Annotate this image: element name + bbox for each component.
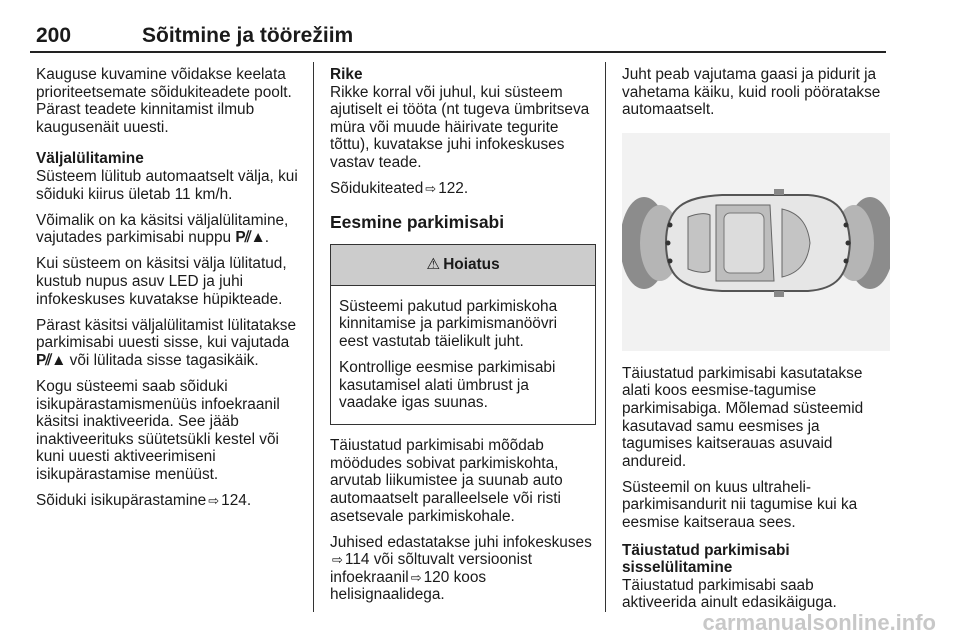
watermark: carmanualsonline.info — [702, 610, 936, 635]
page-header — [30, 10, 886, 54]
paragraph: Sõiduki isikupärastamine ⇨ 124. — [36, 491, 252, 509]
page-ref[interactable]: 124. — [221, 491, 252, 509]
page-ref-arrow-icon: ⇨ — [332, 552, 343, 568]
warning-title: Hoiatus — [443, 255, 500, 273]
paragraph: Pärast käsitsi väljalülitamist lülitatakse parkimisabi uuesti sisse, kui vajutada P⫽▲ või lülitada sisse tagasikäik. — [36, 316, 297, 369]
car-top-view-image — [622, 133, 890, 351]
section-title: Eesmine parkimisabi — [330, 211, 505, 232]
warning-header — [331, 245, 595, 286]
column-2 — [330, 66, 596, 613]
paragraph: Sõidukiteated ⇨ 122. — [330, 180, 469, 198]
parking-sensor-illustration — [622, 133, 890, 351]
paragraph: Juhised edastatakse juhi infokeskuses⇨ 114 või sõltuvalt versioonist infoekraanil ⇨ 120 koos helisignaalidega. — [330, 533, 592, 604]
column-divider — [605, 62, 606, 612]
page-ref[interactable]: 122. — [438, 180, 469, 198]
paragraph: Juht peab vajutama gaasi ja pidurit ja vahetama käiku, kuid rooli pööratakse automaatselt. — [622, 66, 881, 119]
page-number: 200 — [36, 24, 72, 47]
parking-assist-button-icon: P⫽▲ — [36, 351, 66, 369]
warning-body — [331, 286, 595, 425]
header-rule — [30, 51, 886, 53]
paragraph: Täiustatud parkimisabi mõõdab möödudes sobivat parkimiskohta, arvutab liikumistee ja suunab auto automaatselt paralleelsele või risti asetsevale parkimiskohale. — [330, 437, 563, 525]
paragraph: Kui süsteem on käsitsi välja lülitatud, kustub nupus asuv LED ja juhi infokeskuses kuvatakse hüpikteade. — [36, 255, 287, 308]
paragraph: Süsteemil on kuus ultraheli-parkimisandurit nii tagumise kui ka eesmise kaitseraua sees. — [622, 478, 858, 532]
paragraph: Võimalik on ka käsitsi väljalülitamine, vajutades parkimisabi nuppu P⫽▲. — [36, 211, 289, 247]
paragraph: Täiustatud parkimisabi saab aktiveerida ainult edasikäiguga. — [622, 576, 837, 612]
page-ref-arrow-icon: ⇨ — [425, 181, 437, 197]
column-divider — [313, 62, 314, 612]
paragraph: Täiustatud parkimisabi kasutatakse alati koos eesmise-tagumise parkimisabiga. Mõlemad süsteemid kasutavad samu eesmises ja tagumises kaitserauas asuvaid andureid. — [622, 364, 864, 470]
page-ref[interactable]: 120 koos helisignaalidega. — [330, 568, 487, 604]
chapter-title: Sõitmine ja töörežiim — [142, 24, 354, 47]
parking-assist-button-icon: P⫽▲ — [235, 229, 265, 247]
warning-box — [330, 244, 596, 426]
warning-text: Süsteemi pakutud parkimiskoha kinnitamise ja parkimismanöövri eest vastutab täielikult juht. — [339, 297, 558, 350]
heading-disable: Väljalülitamine — [36, 150, 144, 168]
warning-text: Kontrollige eesmise parkimisabi kasutamisel alati ümbrust ja vaadake igas suunas. — [339, 358, 556, 412]
heading-activate: Täiustatud parkimisabi sisselülitamine — [622, 541, 790, 577]
page-ref-arrow-icon: ⇨ — [208, 492, 220, 508]
column-1 — [36, 66, 304, 518]
heading-fault: Rike — [330, 66, 363, 83]
paragraph: Kogu süsteemi saab sõiduki isikupärastamismenüüs infoekraanil käsitsi inaktiveerida. See jääb inaktiveerituks süütetsükli kestel või kuni uuesti aktiveerimiseni isikupärastamise menüüst. — [36, 377, 280, 483]
paragraph: Süsteem lülitub automaatselt välja, kui sõiduki kiirus ületab 11 km/h. — [36, 167, 298, 203]
warning-icon: ⚠ — [426, 255, 441, 273]
page-ref[interactable]: 114 või sõltuvalt versioonist infoekraanil — [330, 551, 532, 586]
paragraph: Rikke korral või juhul, kui süsteem ajutiselt ei tööta (nt tugeva ümbritseva müra või muude häirivate tegurite tõttu), kuvatakse juhi infokeskuses vastav teade. — [330, 83, 590, 171]
page-ref-arrow-icon: ⇨ — [410, 569, 422, 585]
paragraph: Kauguse kuvamine võidakse keelata prioriteetsemate sõidukiteadete poolt. Pärast teadete kinnitamist ilmub kaugusenäit uuesti. — [36, 66, 292, 136]
column-3 — [622, 66, 890, 621]
